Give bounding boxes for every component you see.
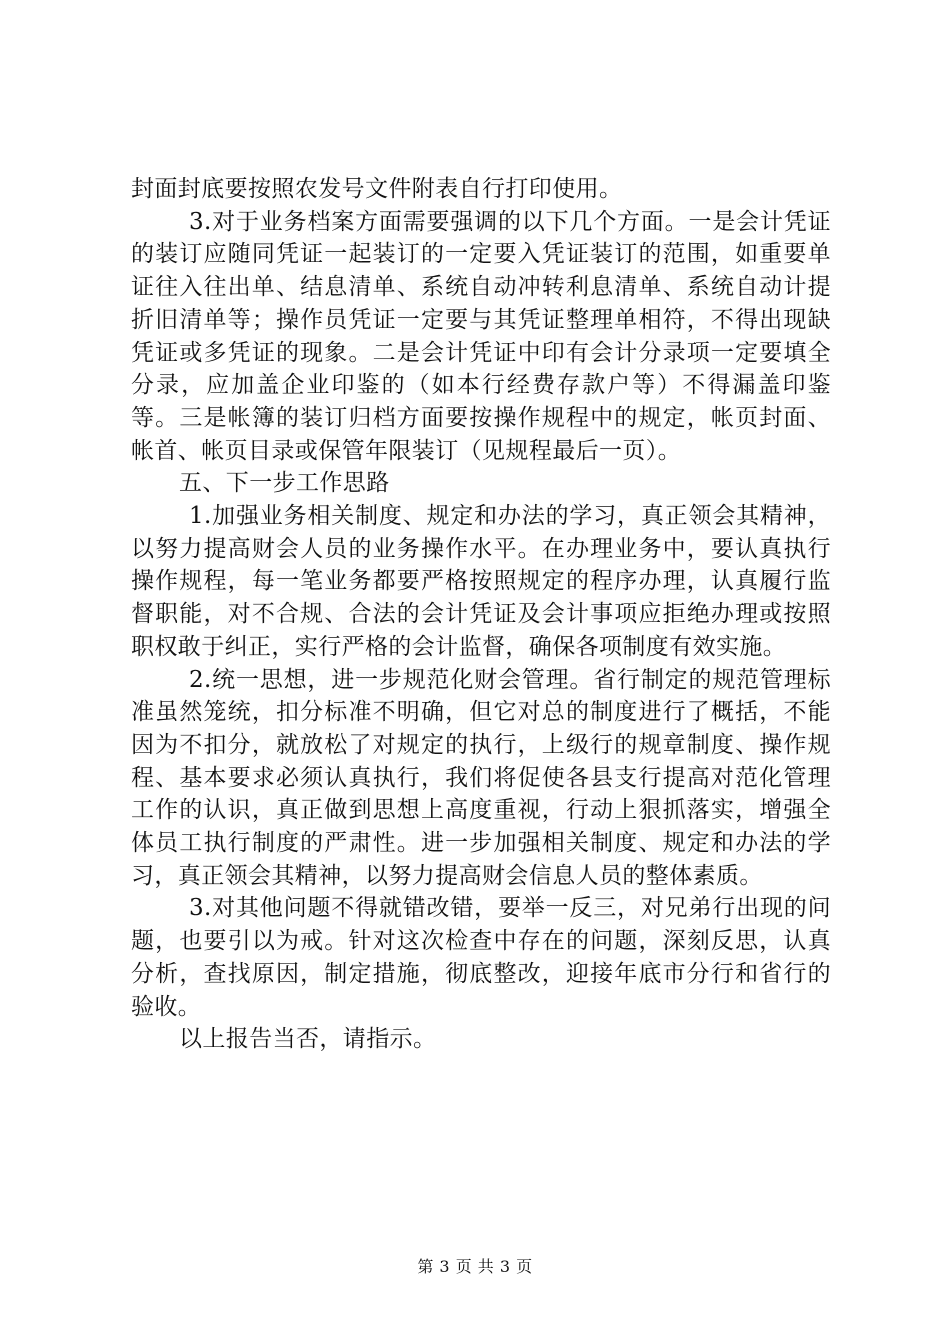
paragraph-business-archives: 3.对于业务档案方面需要强调的以下几个方面。一是会计凭证的装订应随同凭证一起装订的一定要入凭证装订的范围，如重要单证往入往出单、结息清单、系统自动冲转利息清单、系统自动计提折旧清单等；操作员凭证一定要与其凭证整理单相符，不得出现缺凭证或多凭证的现象。二是会计凭证中印有会计分录项一定要填全分录，应加盖企业印鉴的（如本行经费存款户等）不得漏盖印鉴等。三是帐簿的装订归档方面要按操作规程中的规定，帐页封面、帐首、帐页目录或保管年限装订（见规程最后一页）。 (131, 208, 831, 464)
page-number-label: 第 3 页 共 3 页 (417, 1257, 533, 1276)
paragraph-point-3: 3.对其他问题不得就错改错，要举一反三，对兄弟行出现的问题，也要引以为戒。针对这次检查中存在的问题，深刻反思，认真分析，查找原因，制定措施，彻底整改，迎接年底市分行和省行的验收。 (131, 895, 831, 1020)
paragraph-closing: 以上报告当否，请指示。 (179, 1026, 437, 1053)
paragraph-point-2: 2.统一思想，进一步规范化财会管理。省行制定的规范管理标准虽然笼统，扣分标准不明确，但它对总的制度进行了概括，不能因为不扣分，就放松了对规定的执行，上级行的规章制度、操作规程、基本要求必须认真执行，我们将促使各县支行提高对范化管理工作的认识，真正做到思想上高度重视，行动上狠抓落实，增强全体员工执行制度的严肃性。进一步加强相关制度、规定和办法的学习，真正领会其精神，以努力提高财会信息人员的整体素质。 (131, 666, 831, 889)
section-heading-next-steps: 五、下一步工作思路 (179, 470, 390, 497)
paragraph-point-1: 1.加强业务相关制度、规定和办法的学习，真正领会其精神，以努力提高财会人员的业务操作水平。在办理业务中，要认真执行操作规程，每一笔业务都要严格按照规定的程序办理，认真履行监督职能，对不合规、合法的会计凭证及会计事项应拒绝办理或按照职权敢于纠正，实行严格的会计监督，确保各项制度有效实施。 (131, 503, 831, 660)
document-body (131, 173, 831, 1056)
paragraph-cover-instructions: 封面封底要按照农发号文件附表自行打印使用。 (131, 176, 623, 202)
page-footer (0, 1257, 950, 1277)
